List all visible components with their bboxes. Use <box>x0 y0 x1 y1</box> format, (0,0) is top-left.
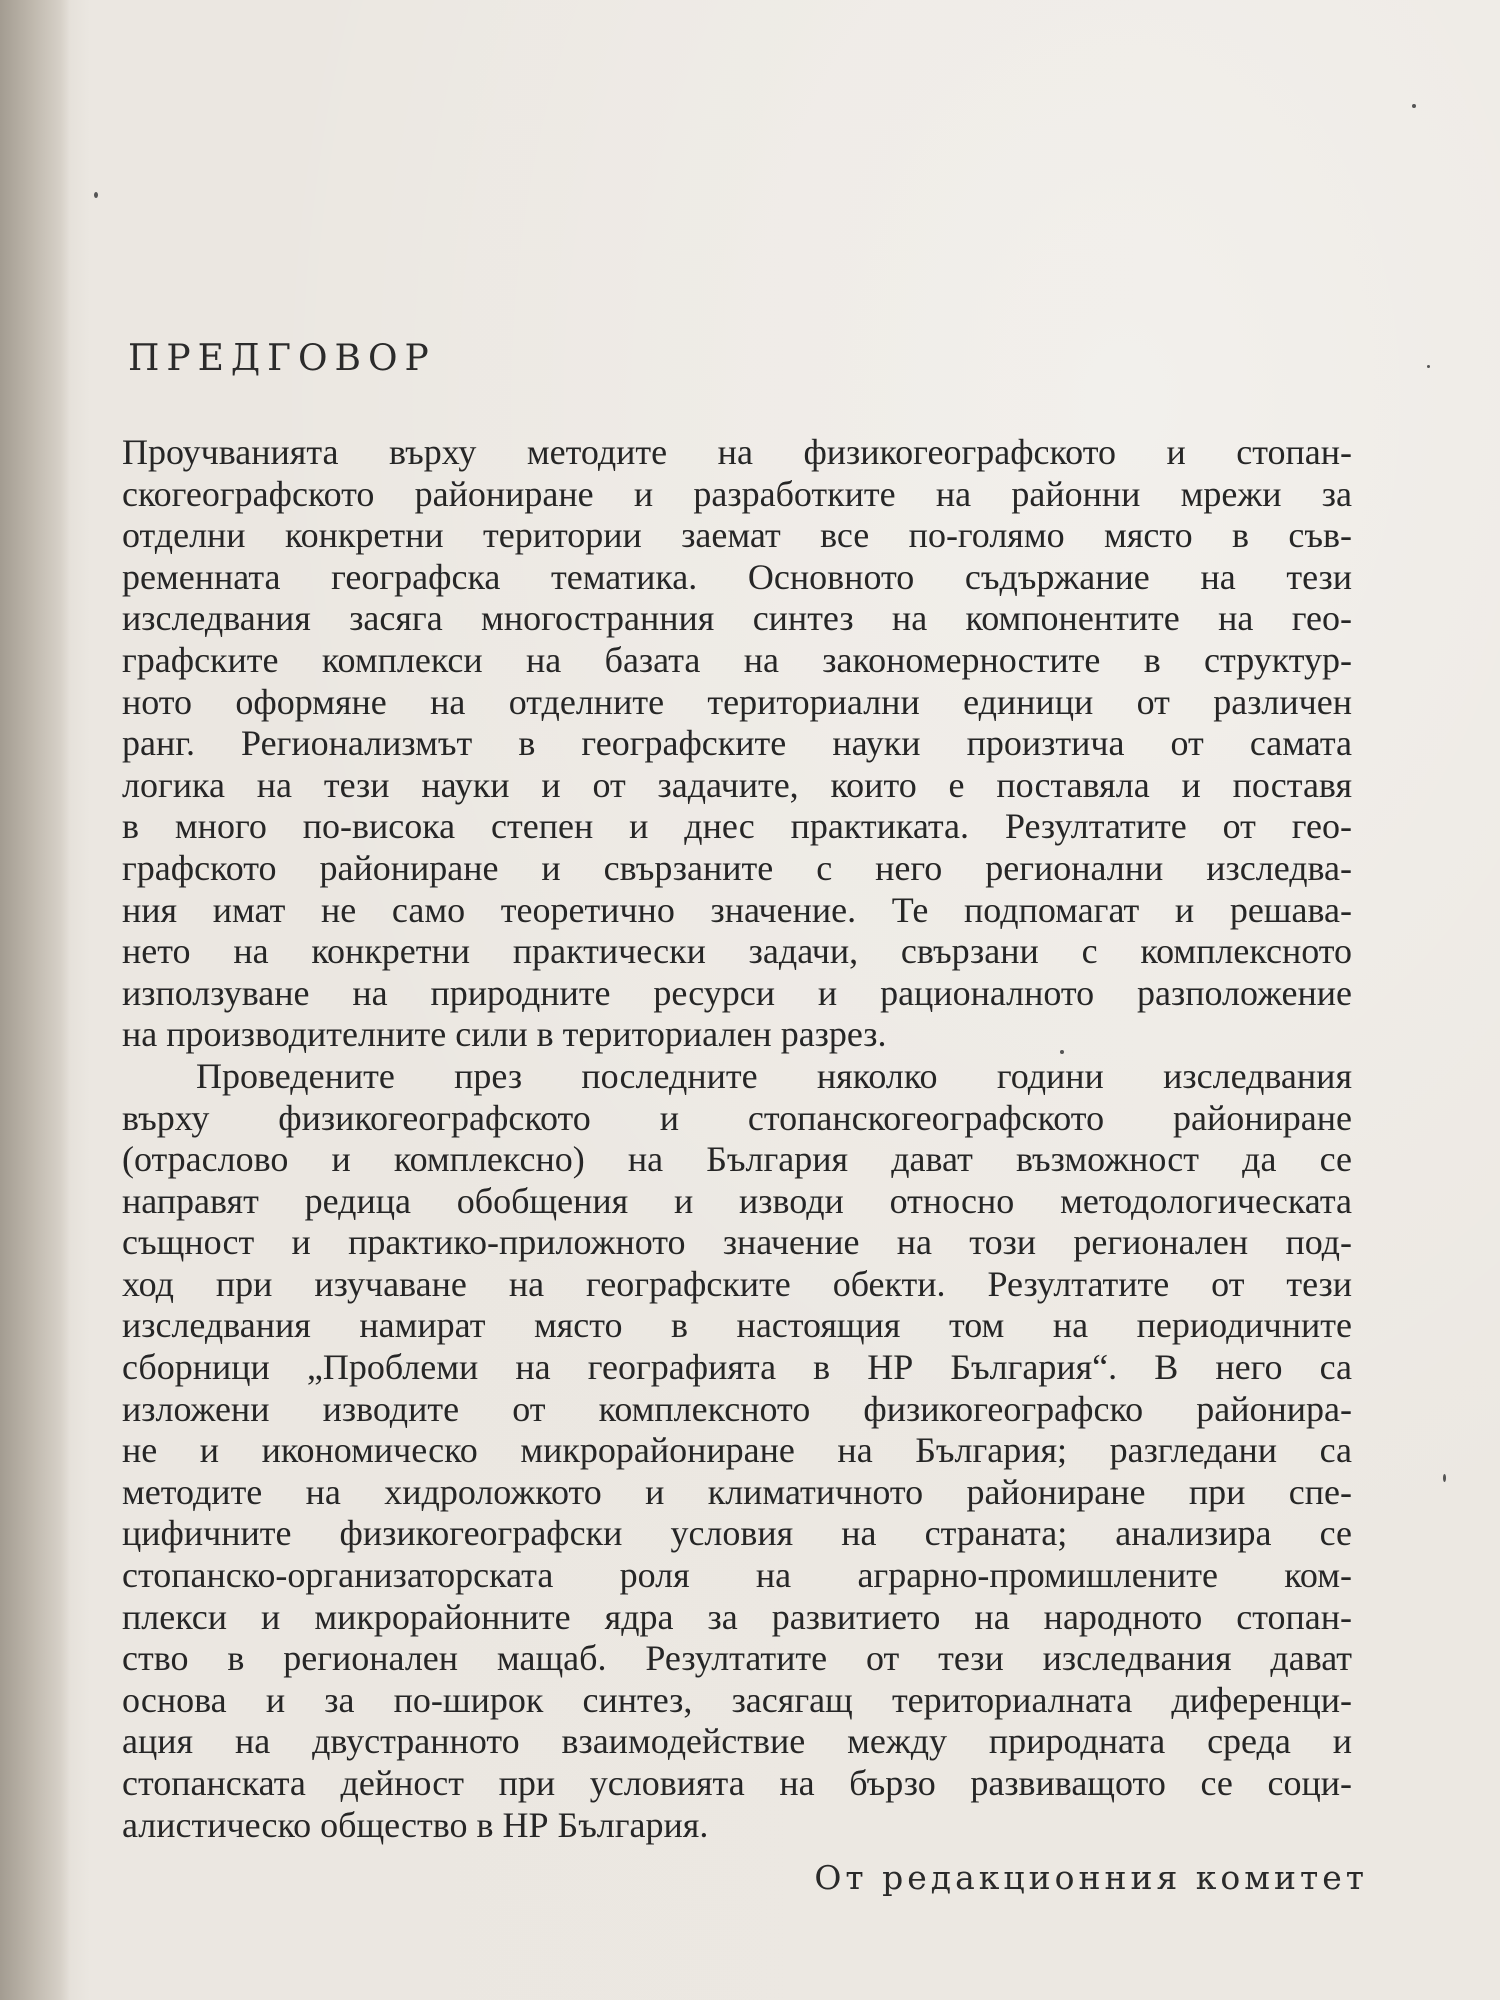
text-line: ход при изучаване на географските обекти. Резултатите от тези <box>122 1263 1352 1304</box>
text-line: ния имат не само теоретично значение. Те подпомагат и решава- <box>122 889 1352 930</box>
page-gutter-shadow <box>0 0 70 2000</box>
text-line: нето на конкретни практически задачи, свързани с комплексното <box>122 931 1352 972</box>
text-line: изследвания засяга многостранния синтез на компонентите на гео- <box>122 598 1352 639</box>
text-line: направят редица обобщения и изводи относно методологическата <box>122 1180 1352 1221</box>
text-line: стопанско-организаторската роля на аграрно-промишлените ком- <box>122 1555 1352 1596</box>
text-line: стопанската дейност при условията на бързо развиващото се соци- <box>122 1763 1352 1803</box>
text-line: изследвания намират място в настоящия том на периодичните <box>122 1305 1352 1346</box>
text-line: на производителните сили в териториален разрез. <box>122 1014 887 1055</box>
paper-speck <box>1443 1474 1446 1482</box>
paper-speck <box>1427 365 1430 368</box>
page-title: ПРЕДГОВОР <box>128 338 436 379</box>
paper-speck <box>1412 104 1416 108</box>
text-line: плекси и микрорайонните ядра за развитието на народното стопан- <box>122 1596 1352 1637</box>
signature: От редакционния комитет <box>814 1858 1368 1897</box>
text-line: отделни конкретни територии заемат все по-голямо място в съв- <box>122 515 1352 556</box>
text-line: логика на тези науки и от задачите, които е поставяла и поставя <box>122 764 1352 805</box>
text-line: същност и практико-приложното значение на този регионален под- <box>122 1222 1352 1263</box>
paragraph-1 <box>122 432 1352 1056</box>
paragraph-2 <box>122 1056 1352 1846</box>
text-line: Проведените през последните няколко години изследвания <box>196 1055 1352 1096</box>
text-line: ство в регионален мащаб. Резултатите от тези изследвания дават <box>122 1638 1352 1679</box>
text-line: методите на хидроложкото и климатичното райониране при спе- <box>122 1471 1352 1512</box>
text-line: ранг. Регионализмът в географските науки произтича от самата <box>122 723 1352 764</box>
text-line: в много по-висока степен и днес практиката. Резултатите от гео- <box>122 806 1352 847</box>
text-line: ременната географска тематика. Основното съдържание на тези <box>122 556 1352 597</box>
text-line: изложени изводите от комплексното физикогеографско райониpa- <box>122 1388 1352 1429</box>
text-line: цифичните физикогеографски условия на страната; анализира се <box>122 1513 1352 1554</box>
text-line: (отраслово и комплексно) на България дават възможност да се <box>122 1139 1352 1180</box>
text-line: скогеографското райониране и разработките на районни мрежи за <box>122 473 1352 514</box>
paper-speck <box>94 192 98 198</box>
text-line: използуване на природните ресурси и рационалното разположение <box>122 972 1352 1013</box>
text-line: основа и за по-широк синтез, засягащ териториалната диференци- <box>122 1679 1352 1720</box>
text-line: върху физикогеографското и стопанскогеографското райониране <box>122 1097 1352 1138</box>
text-line: Проучванията върху методите на физикогеографското и стопан- <box>122 432 1352 472</box>
body-text <box>122 432 1352 1846</box>
text-line: алистическо общество в НР България. <box>122 1804 709 1845</box>
text-line: не и икономическо микрорайониране на България; разгледани са <box>122 1430 1352 1471</box>
text-line: графските комплекси на базата на закономерностите в структур- <box>122 639 1352 680</box>
text-line: сборници „Проблеми на географията в НР България“. В него са <box>122 1347 1352 1388</box>
text-line: ация на двустранното взаимодействие между природната среда и <box>122 1721 1352 1762</box>
text-line: ното оформяне на отделните териториални единици от различен <box>122 681 1352 722</box>
text-line: графското райониране и свързаните с него регионални изследва- <box>122 847 1352 888</box>
